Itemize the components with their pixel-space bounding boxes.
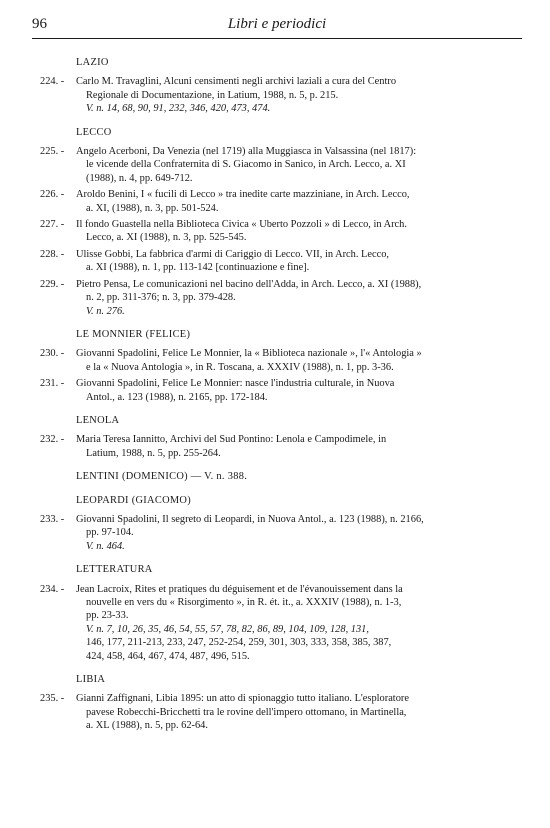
entry-number: 225. - [40,146,65,158]
entry-line: a. XL (1988), n. 5, pp. 62-64. [86,720,208,732]
header-rule [32,38,522,39]
section-heading: LECCO [76,126,112,138]
entry-number: 226. - [40,189,65,201]
entry-number: 224. - [40,76,65,88]
bibliography-entry [40,145,510,185]
entry-line: Il fondo Guastella nella Biblioteca Civica « Uberto Pozzoli » di Lecco, in Arch. [76,219,407,231]
entry-line: Giovanni Spadolini, Felice Le Monnier, la « Biblioteca nazionale », l'« Antologia » [76,348,422,360]
entry-line: pp. 97-104. [86,527,134,539]
page-number: 96 [32,16,47,32]
entry-line: e la « Nuova Antologia », in R. Toscana, a. XXXIV (1988), n. 1, pp. 3-36. [86,361,394,373]
bibliography-entry [40,347,510,374]
bibliography-entry [40,433,510,460]
entry-line: le vicende della Confraternita di S. Giacomo in Sanico, in Arch. Lecco, a. XI [86,159,406,171]
entry-number: 229. - [40,278,65,290]
bibliography-entry [40,377,510,404]
entry-line: Ulisse Gobbi, La fabbrica d'armi di Cariggio di Lecco. VII, in Arch. Lecco, [76,248,390,260]
entry-line: Aroldo Benini, I « fucili di Lecco » tra inedite carte mazziniane, in Arch. Lecco, [76,189,410,201]
entry-number: 232. - [40,434,65,446]
entry-line: 424, 458, 464, 467, 474, 487, 496, 515. [86,650,250,662]
section-heading: LAZIO [76,57,109,68]
entry-line: Giovanni Spadolini, Il segreto di Leopardi, in Nuova Antol., a. 123 (1988), n. 2166, [76,513,424,525]
entry-line: nouvelle en vers du « Risorgimento », in R. ét. it., a. XXXIV (1988), n. 1-3, [86,597,402,608]
bibliography-entry [40,248,510,275]
entry-line: V. n. 276. [86,305,125,317]
entry-number: 227. - [40,219,65,231]
section-heading: LE MONNIER (FELICE) [76,328,191,340]
entry-number: 235. - [40,693,65,705]
entry-line: V. n. 14, 68, 90, 91, 232, 346, 420, 473, 474. [86,103,271,115]
entry-line: Lecco, a. XI (1988), n. 3, pp. 525-545. [86,232,247,244]
entry-number: 228. - [40,248,65,260]
entry-line: Latium, 1988, n. 5, pp. 255-264. [86,447,221,459]
bibliography-entry [40,583,510,663]
entry-number: 231. - [40,378,65,390]
entry-line: Antol., a. 123 (1988), n. 2165, pp. 172-184. [86,391,268,403]
entry-line: 146, 177, 211-213, 233, 247, 252-254, 259, 301, 303, 333, 358, 385, 387, [86,637,392,649]
entry-line: Pietro Pensa, Le comunicazioni nel bacino dell'Adda, in Arch. Lecco, a. XI (1988), [76,278,422,290]
entry-line: V. n. 464. [86,540,125,552]
section-heading: LEOPARDI (GIACOMO) [76,494,191,506]
entry-number: 230. - [40,348,65,360]
entry-line: Maria Teresa Iannitto, Archivi del Sud Pontino: Lenola e Campodimele, in [76,434,387,446]
section-heading: LETTERATURA [76,564,153,576]
bibliography-body [40,56,510,736]
entry-line: Giovanni Spadolini, Felice Le Monnier: nasce l'industria culturale, in Nuova [76,378,395,390]
bibliography-entry [40,218,510,245]
entry-line: V. n. 7, 10, 26, 35, 46, 54, 55, 57, 78, 82, 86, 89, 104, 109, 128, 131, [86,623,369,635]
entry-line: Gianni Zaffignani, Libia 1895: un atto di spionaggio tutto italiano. L'esploratore [76,693,409,705]
entry-line: Regionale di Documentazione, in Latium, 1988, n. 5, p. 215. [86,89,339,101]
entry-line: a. XI (1988), n. 1, pp. 113-142 [continuazione e fine]. [86,262,310,274]
running-header [32,12,522,36]
running-title: Libri e periodici [227,16,327,32]
section-heading: LIBIA [76,674,106,686]
entry-line: pavese Robecchi-Bricchetti tra le rovine dell'impero ottomano, in Martinella, [86,706,407,718]
entry-line: (1988), n. 4, pp. 649-712. [86,172,193,184]
entry-number: 233. - [40,513,65,525]
entry-line: Angelo Acerboni, Da Venezia (nel 1719) alla Muggiasca in Valsassina (nel 1817): [76,146,417,158]
entry-line: Carlo M. Travaglini, Alcuni censimenti negli archivi laziali a cura del Centro [76,76,397,88]
bibliography-entry [40,188,510,215]
entry-line: n. 2, pp. 311-376; n. 3, pp. 379-428. [86,292,236,304]
bibliography-entry [40,513,510,553]
section-heading: LENOLA [76,414,120,426]
entry-line: a. XI, (1988), n. 3, pp. 501-524. [86,202,219,214]
bibliography-entry [40,75,510,115]
entry-line: pp. 23-33. [86,610,129,622]
section-heading: LENTINI (DOMENICO) — V. n. 388. [76,471,248,483]
entry-number: 234. - [40,583,65,595]
entry-line: Jean Lacroix, Rites et pratiques du déguisement et de l'évanouissement dans la [76,583,403,595]
bibliography-entry [40,692,510,732]
bibliography-entry [40,278,510,318]
